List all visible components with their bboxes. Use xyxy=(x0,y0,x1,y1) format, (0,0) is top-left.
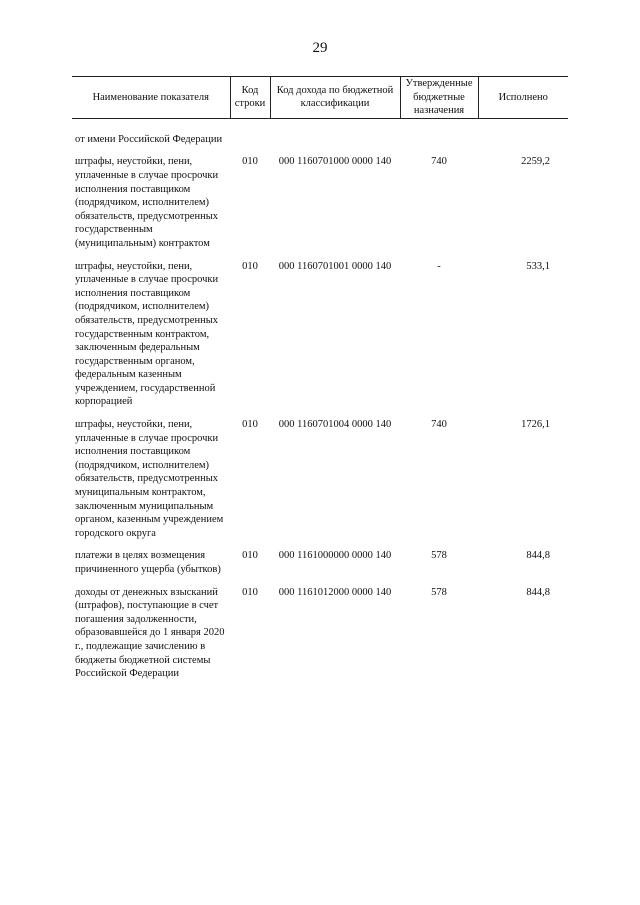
row-approved xyxy=(400,118,478,146)
row-approved: 740 xyxy=(431,156,447,168)
row-executed: 533,1 xyxy=(526,260,550,272)
table-row xyxy=(72,540,568,576)
row-line-code: 010 xyxy=(242,156,258,168)
row-executed: 2259,2 xyxy=(521,156,550,168)
header-name: Наименование показателя xyxy=(72,77,230,119)
table-row xyxy=(72,146,568,250)
row-income-code: 000 1161012000 0000 140 xyxy=(278,586,392,598)
row-name: штрафы, неустойки, пени, уплаченные в случае просрочки исполнения поставщиком (подрядчиком, исполнителем) обязательств, предусмотренных государственным контрактом, заключенным федеральным государственным органом, федеральным казенным учреждением, государственной корпорацией xyxy=(75,260,219,408)
row-executed xyxy=(478,118,568,146)
header-approved: Утвержденные бюджетные назначения xyxy=(400,77,478,119)
row-approved: - xyxy=(437,260,441,272)
table-row xyxy=(72,251,568,410)
row-name: штрафы, неустойки, пени, уплаченные в случае просрочки исполнения поставщиком (подрядчиком, исполнителем) обязательств, предусмотренных государственным (муниципальным) контрактом xyxy=(75,156,219,249)
row-name: платежи в целях возмещения причиненного ущерба (убытков) xyxy=(75,550,221,575)
row-approved: 578 xyxy=(431,586,447,598)
header-line-code: Код строки xyxy=(230,77,270,119)
table-row xyxy=(72,409,568,540)
page-number: 29 xyxy=(312,40,328,56)
table-header xyxy=(72,77,568,119)
row-income-code: 000 1160701000 0000 140 xyxy=(278,156,392,168)
row-line-code: 010 xyxy=(242,419,258,431)
row-line-code: 010 xyxy=(242,550,258,562)
row-executed: 844,8 xyxy=(526,586,550,598)
row-name: от имени Российской Федерации xyxy=(75,133,223,145)
table-row xyxy=(72,118,568,146)
row-line-code: 010 xyxy=(242,586,258,598)
header-income-code: Код дохода по бюджетной классификации xyxy=(270,77,400,119)
table-body xyxy=(72,118,568,680)
row-approved: 740 xyxy=(431,419,447,431)
row-income-code: 000 1160701004 0000 140 xyxy=(278,419,392,431)
row-name: штрафы, неустойки, пени, уплаченные в случае просрочки исполнения поставщиком (подрядчиком, исполнителем) обязательств, предусмотренных муниципальным контрактом, заключенным муниципальным органом, казенным учреждением городского округа xyxy=(75,419,224,539)
row-income-code: 000 1161000000 0000 140 xyxy=(278,550,392,562)
row-approved: 578 xyxy=(431,550,447,562)
row-line-code: 010 xyxy=(242,260,258,272)
header-executed: Исполнено xyxy=(478,77,568,119)
row-name: доходы от денежных взысканий (штрафов), поступающие в счет погашения задолженности, образовавшейся до 1 января 2020 г., подлежащие зачислению в бюджеты бюджетной системы Российской Федерации xyxy=(75,586,225,680)
row-executed: 1726,1 xyxy=(521,419,550,431)
row-executed: 844,8 xyxy=(526,550,550,562)
table-row xyxy=(72,577,568,681)
row-income-code: 000 1160701001 0000 140 xyxy=(278,260,392,272)
budget-table xyxy=(72,76,568,681)
row-income-code xyxy=(270,118,400,146)
row-line-code xyxy=(230,118,270,146)
